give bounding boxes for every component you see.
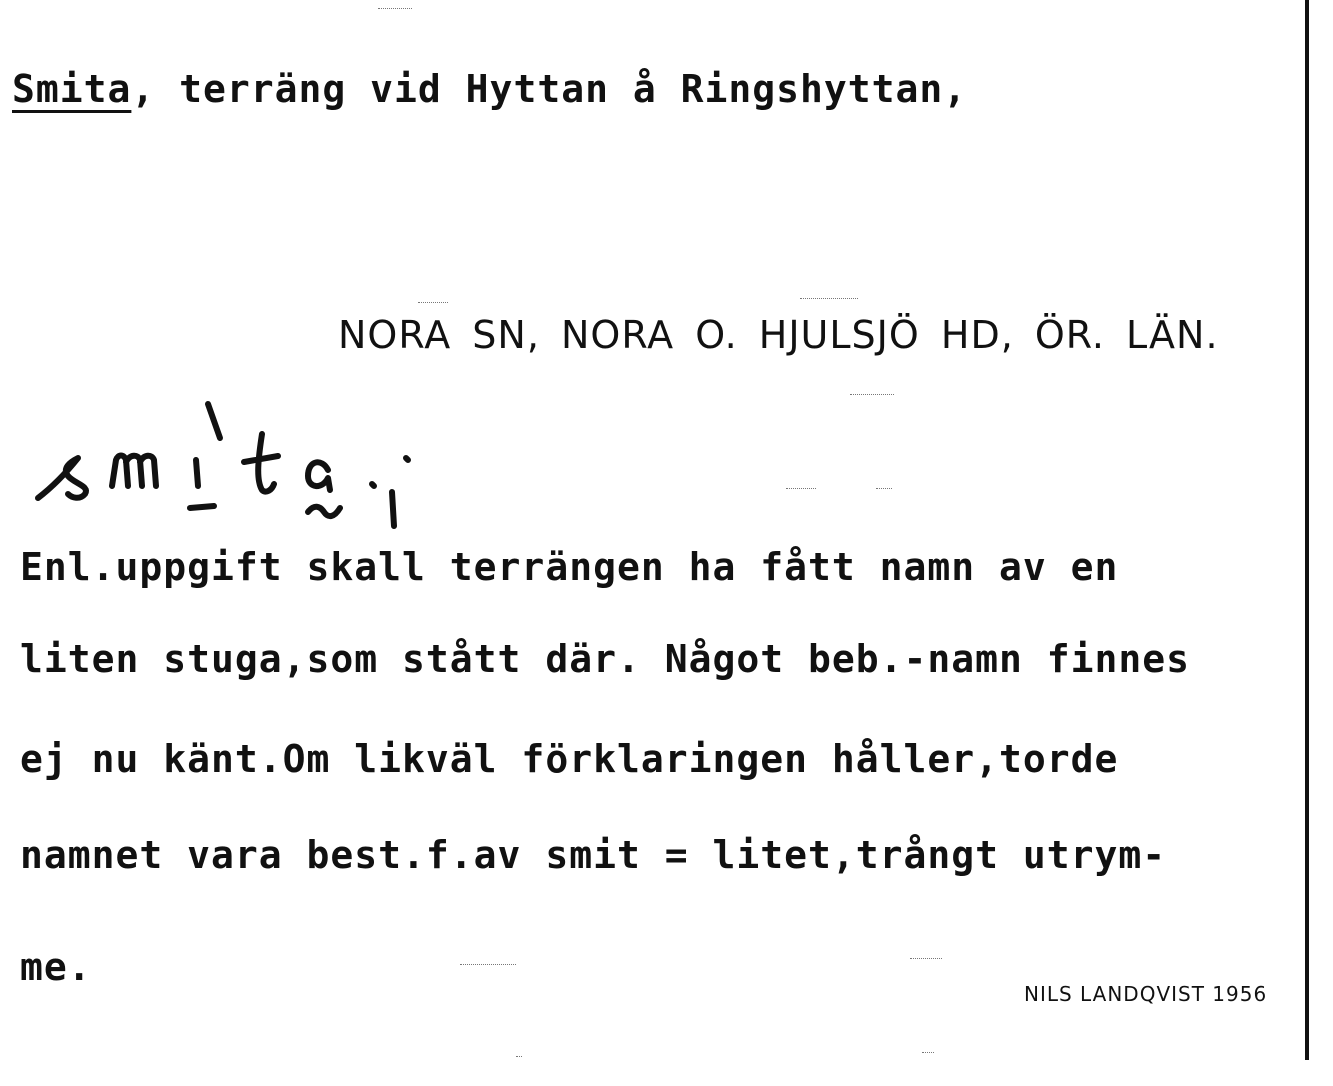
headword: Smita	[12, 67, 132, 111]
card-edge	[1305, 0, 1309, 1060]
region-stamp: NORA SN, NORA O. HJULSJÖ HD, ÖR. LÄN.	[338, 313, 1219, 357]
body-line-5: me.	[20, 945, 92, 989]
heading-rest: , terräng vid Hyttan å Ringshyttan,	[131, 67, 968, 111]
phonetic-handwriting	[30, 390, 430, 540]
body-line-4: namnet vara best.f.av smit = litet,trångt utrym-	[20, 833, 1167, 877]
body-line-2: liten stuga,som stått där. Något beb.-namn finnes	[20, 637, 1191, 681]
card-heading	[12, 67, 968, 111]
body-line-3: ej nu känt.Om likväl förklaringen håller,torde	[20, 737, 1119, 781]
body-line-1: Enl.uppgift skall terrängen ha fått namn av en	[20, 545, 1119, 589]
signature-stamp: NILS LANDQVIST 1956	[1024, 982, 1268, 1006]
